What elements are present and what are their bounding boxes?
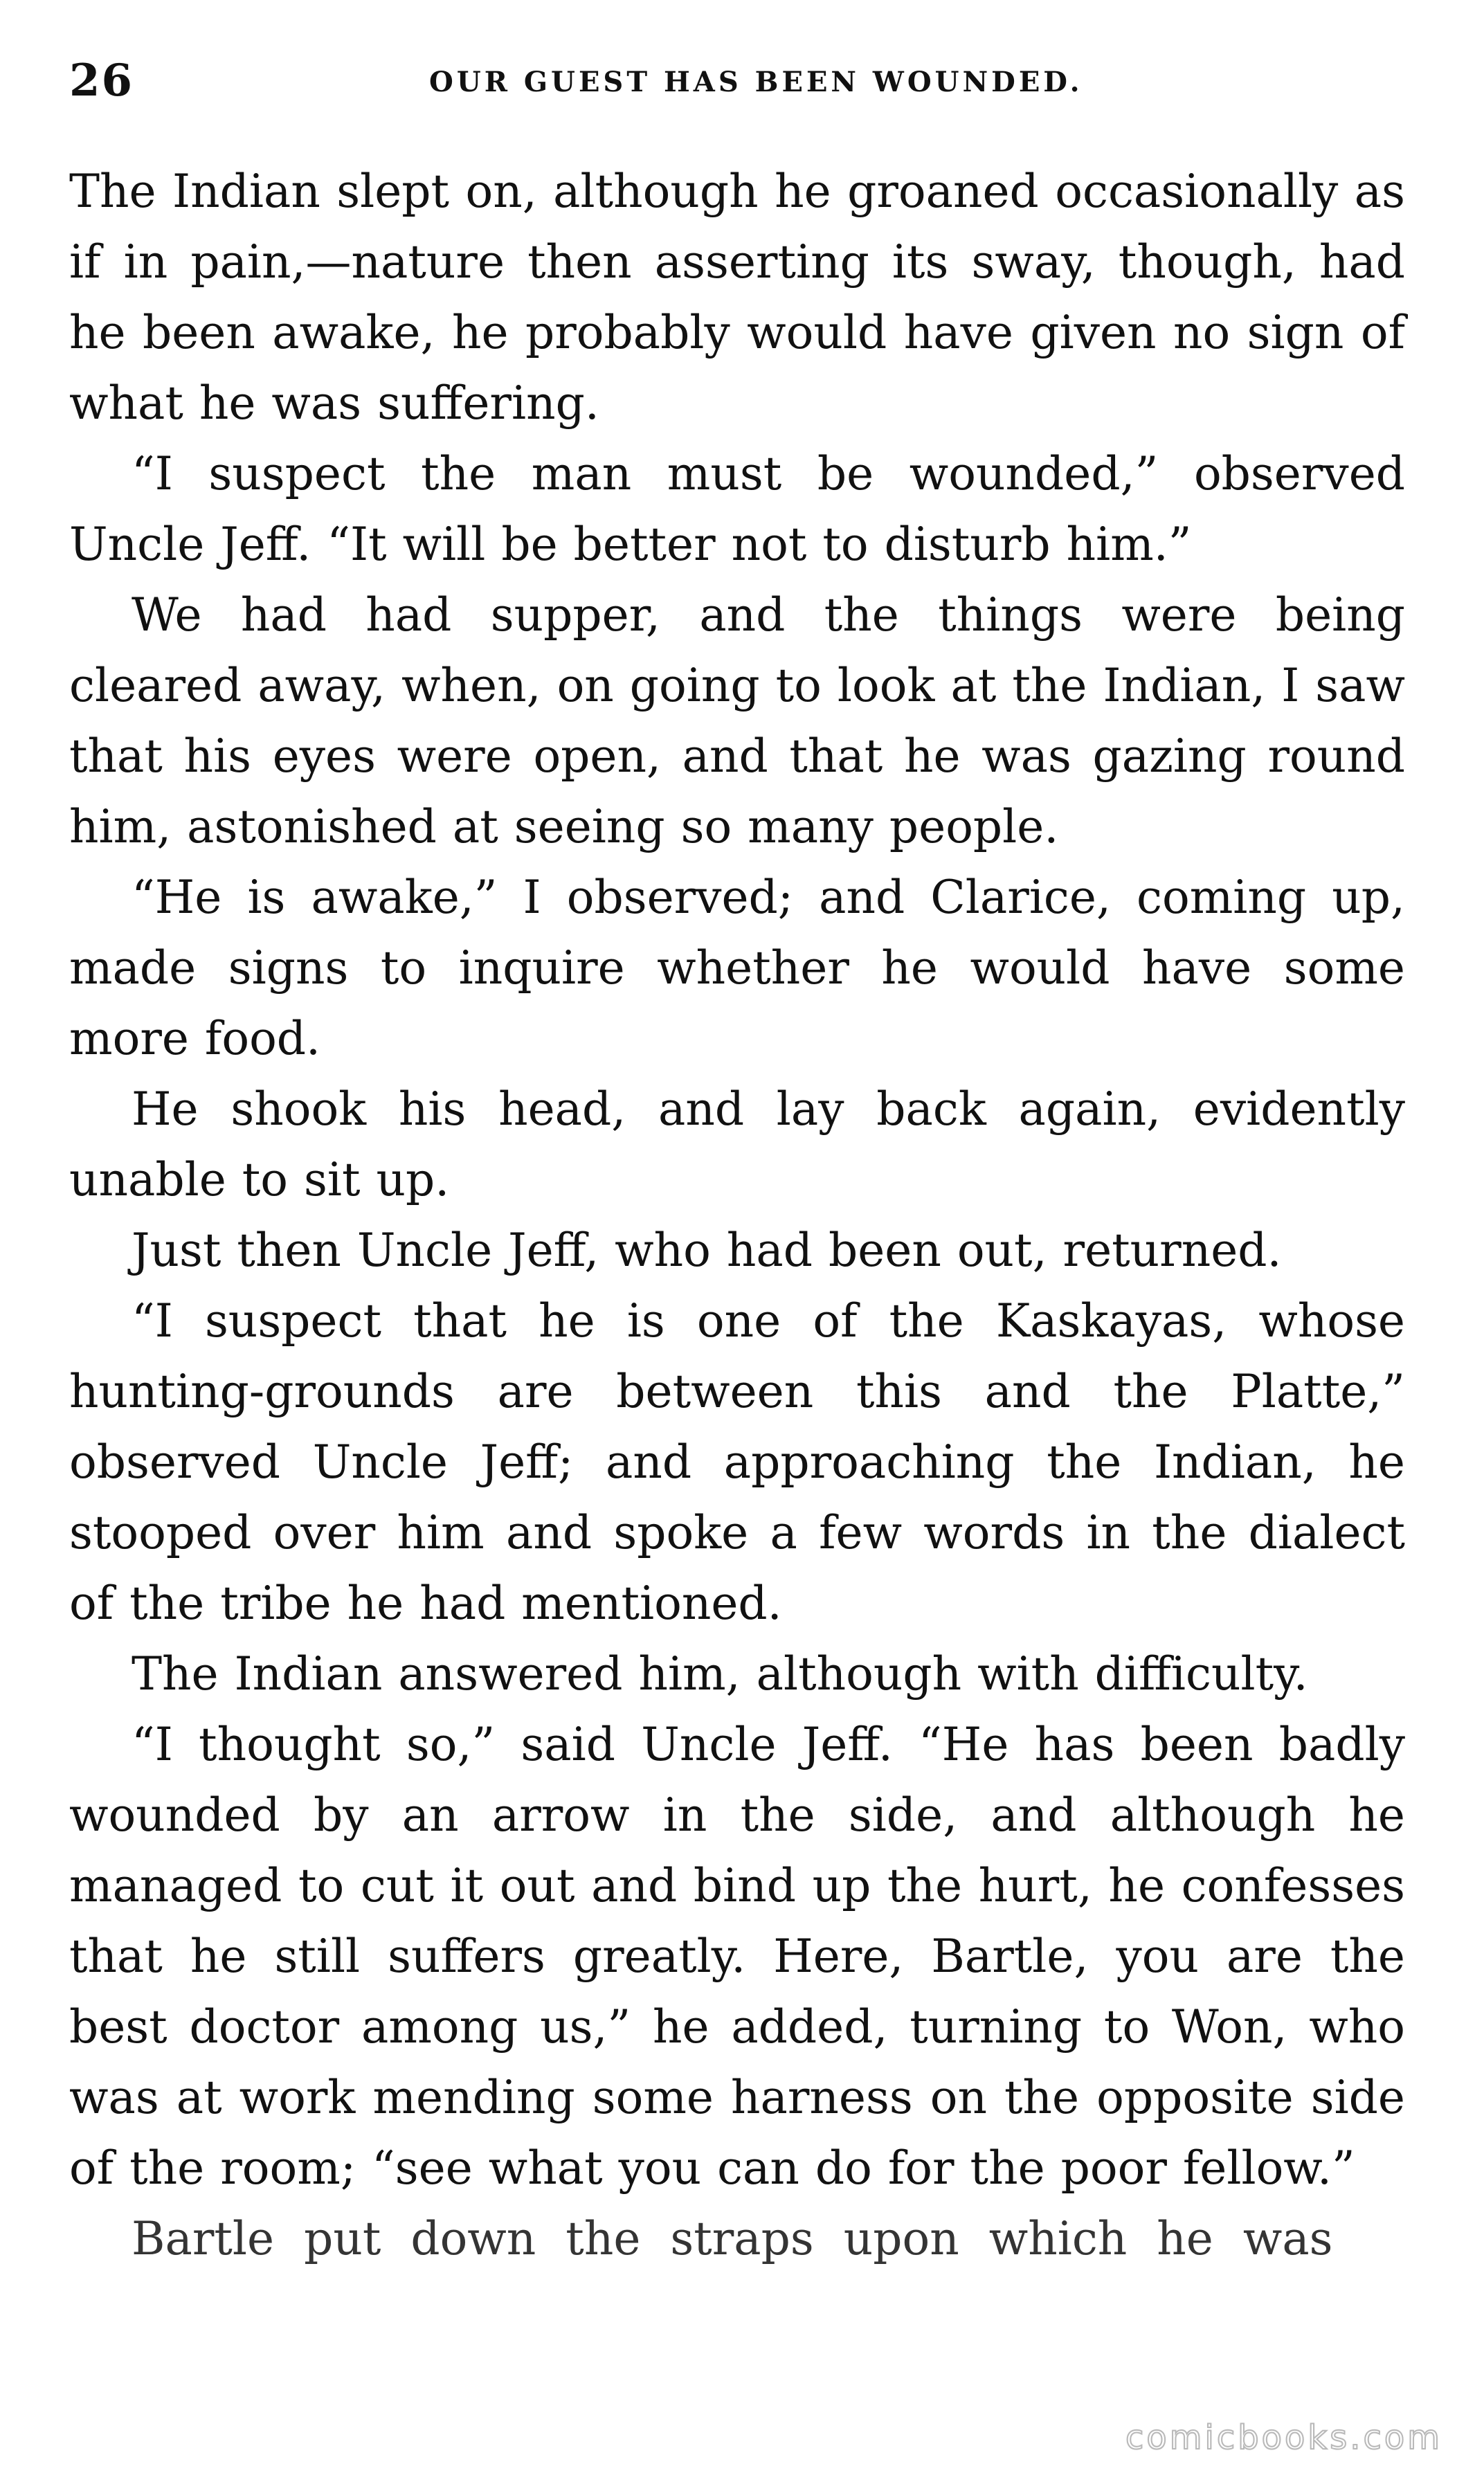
paragraph: “I suspect the man must be wounded,” observed Uncle Jeff. “It will be better not to disturb him.” (69, 447, 1405, 571)
paragraph: “He is awake,” I observed; and Clarice, coming up, made signs to inquire whether he would have some more food. (69, 871, 1405, 1065)
paragraph: The Indian slept on, although he groaned occasionally as if in pain,—nature then asserting its sway, though, had he been awake, he probably would have given no sign of what he was suffering. (69, 165, 1405, 430)
paragraph: We had had supper, and the things were being cleared away, when, on going to look at the Indian, I saw that his eyes were open, and that he was gazing round him, astonished at seeing so many people. (69, 588, 1405, 853)
body-text (69, 156, 1405, 2273)
paragraph: “I suspect that he is one of the Kaskayas, whose hunting-grounds are between this and the Platte,” observed Uncle Jeff; and approaching the Indian, he stooped over him and spoke a few words in the dialect of the tribe he had mentioned. (69, 1294, 1405, 1630)
watermark: comicbooks.com (1125, 2418, 1442, 2457)
running-title: OUR GUEST HAS BEEN WOUNDED. (429, 66, 1083, 98)
running-header (69, 50, 1405, 112)
paragraph: He shook his head, and lay back again, evidently unable to sit up. (69, 1083, 1405, 1206)
page-number: 26 (69, 55, 134, 107)
paragraph: “I thought so,” said Uncle Jeff. “He has been badly wounded by an arrow in the side, and although he managed to cut it out and bind up the hurt, he confesses that he still suffers greatly. Here, Bartle, you are the best doctor among us,” he added, turning to Won, who was at work mending some harness on the opposite side of the room; “see what you can do for the poor fellow.” (69, 1718, 1405, 2195)
paragraph: Just then Uncle Jeff, who had been out, returned. (132, 1224, 1282, 1277)
paragraph: The Indian answered him, although with difficulty. (132, 1647, 1308, 1701)
paragraph-cut-off: Bartle put down the straps upon which he was (132, 2212, 1333, 2265)
